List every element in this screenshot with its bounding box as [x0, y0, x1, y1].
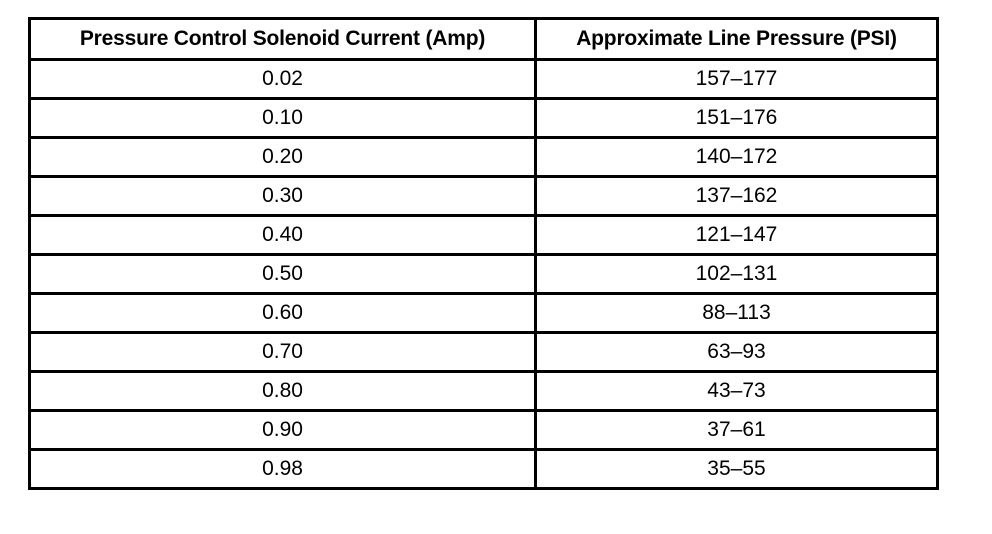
cell-current: 0.90 [30, 411, 536, 450]
header-solenoid-current: Pressure Control Solenoid Current (Amp) [30, 19, 536, 60]
cell-current: 0.02 [30, 60, 536, 99]
cell-pressure: 63–93 [536, 333, 938, 372]
table-row [30, 99, 938, 138]
cell-current: 0.98 [30, 450, 536, 489]
cell-pressure: 88–113 [536, 294, 938, 333]
cell-pressure: 102–131 [536, 255, 938, 294]
pressure-table [28, 17, 939, 490]
table-row [30, 138, 938, 177]
cell-pressure: 137–162 [536, 177, 938, 216]
cell-current: 0.30 [30, 177, 536, 216]
cell-pressure: 35–55 [536, 450, 938, 489]
table-row [30, 372, 938, 411]
cell-current: 0.60 [30, 294, 536, 333]
table-row [30, 255, 938, 294]
cell-pressure: 151–176 [536, 99, 938, 138]
cell-pressure: 37–61 [536, 411, 938, 450]
table-row [30, 60, 938, 99]
cell-current: 0.10 [30, 99, 536, 138]
table-row [30, 333, 938, 372]
cell-pressure: 43–73 [536, 372, 938, 411]
table-row [30, 411, 938, 450]
table-row [30, 216, 938, 255]
cell-current: 0.50 [30, 255, 536, 294]
cell-pressure: 121–147 [536, 216, 938, 255]
table-row [30, 177, 938, 216]
cell-current: 0.40 [30, 216, 536, 255]
header-line-pressure: Approximate Line Pressure (PSI) [536, 19, 938, 60]
cell-pressure: 140–172 [536, 138, 938, 177]
header-row [30, 19, 938, 60]
table-row [30, 450, 938, 489]
table-header [30, 19, 938, 60]
cell-current: 0.20 [30, 138, 536, 177]
cell-current: 0.80 [30, 372, 536, 411]
cell-current: 0.70 [30, 333, 536, 372]
cell-pressure: 157–177 [536, 60, 938, 99]
table-row [30, 294, 938, 333]
table-body [30, 60, 938, 489]
